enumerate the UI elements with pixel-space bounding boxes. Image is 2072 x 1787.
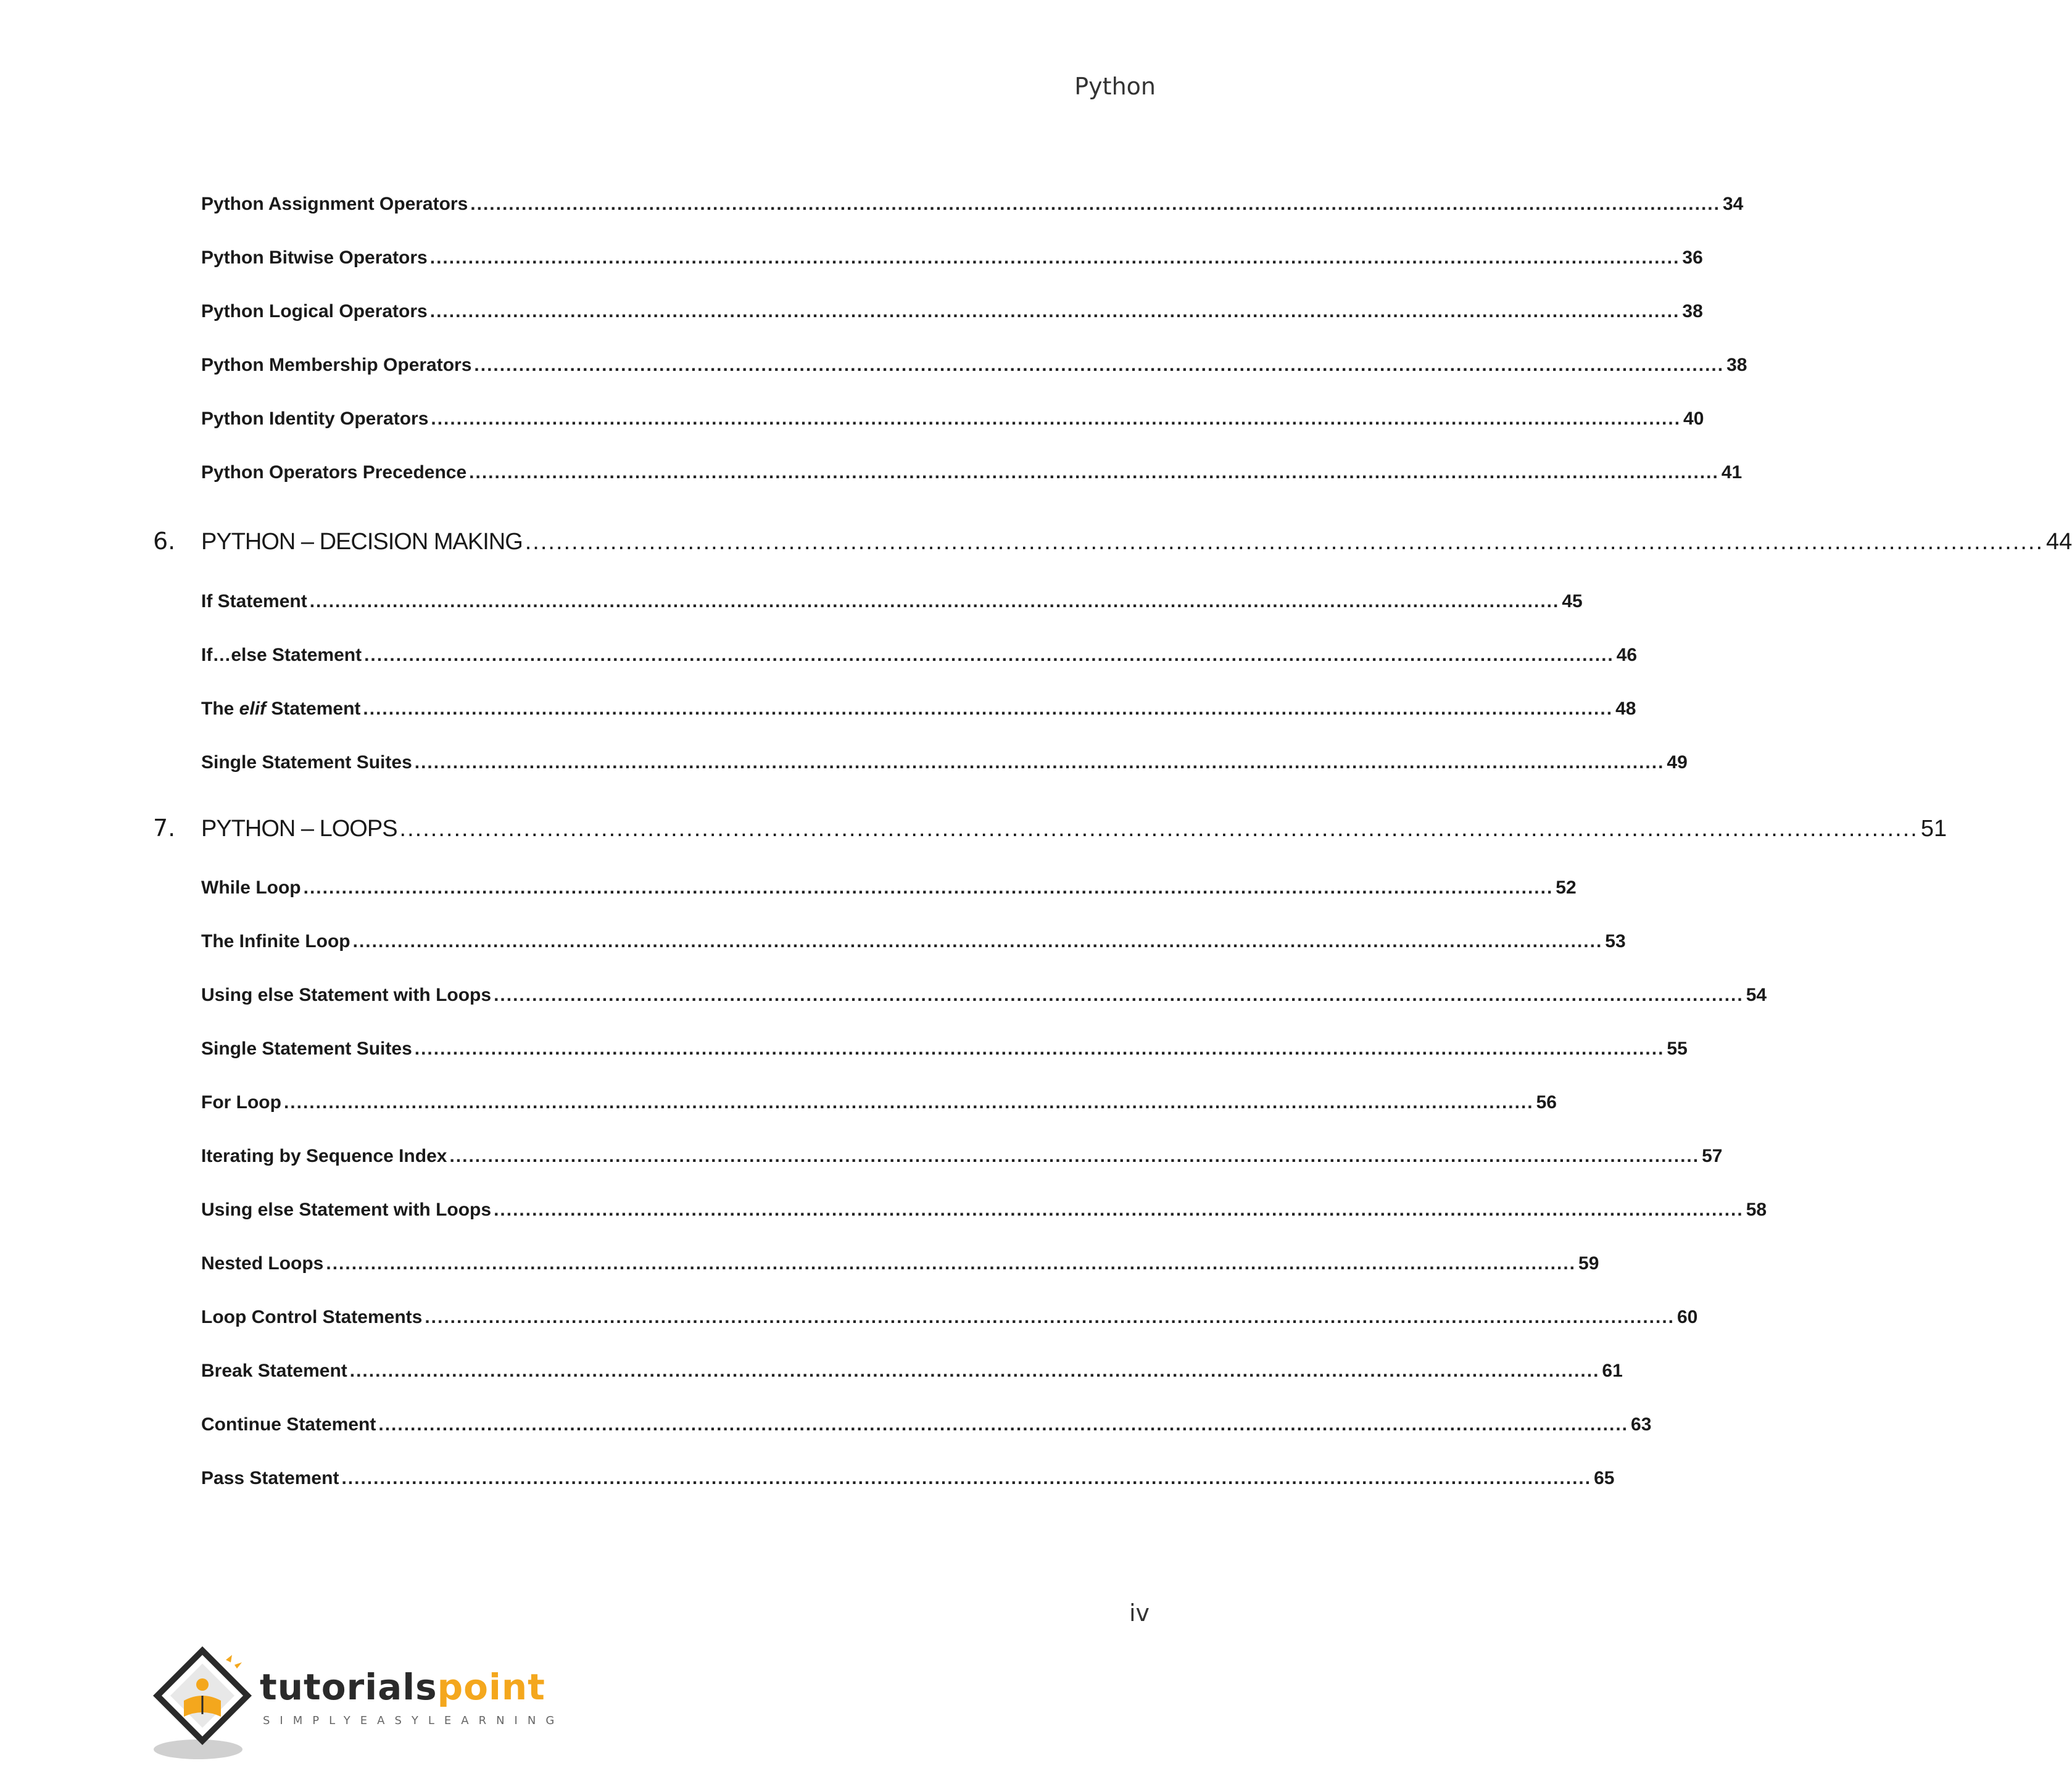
chapter-page: 51 [1920, 816, 1947, 842]
toc-entry[interactable] [201, 462, 1743, 483]
toc-entry-title: Python Identity Operators [201, 408, 429, 429]
toc-entry-page: 38 [1726, 355, 1747, 375]
logo-tagline: SIMPLYEASYLEARNING [263, 1714, 565, 1727]
toc-entry[interactable] [201, 985, 1767, 1006]
tutorialspoint-logo [152, 1641, 565, 1765]
toc-entry[interactable] [201, 1253, 1599, 1274]
toc-entry-page: 54 [1746, 985, 1767, 1005]
logo-wordmark [260, 1666, 545, 1708]
title-part: The [201, 699, 239, 719]
toc-chapter[interactable] [153, 528, 2072, 555]
chapter-page: 44 [2046, 529, 2072, 555]
toc-entry[interactable] [201, 645, 1638, 666]
leader-dots: .................................................................................................................................................................................................... [474, 355, 1725, 375]
leader-dots: .................................................................................................................................................................................................... [470, 194, 1720, 214]
toc-entry[interactable] [201, 247, 1703, 268]
logo-word-point: point [437, 1666, 545, 1708]
toc-entry-title: Using else Statement with Loops [201, 1200, 492, 1220]
toc-entry-page: 60 [1677, 1307, 1698, 1327]
toc-entry[interactable] [201, 591, 1583, 612]
toc-entry[interactable] [201, 355, 1747, 376]
toc-entry-page: 63 [1631, 1414, 1652, 1435]
toc-entry-title: Single Statement Suites [201, 1039, 412, 1059]
toc-entry-title: The Infinite Loop [201, 931, 350, 952]
chapter-title: PYTHON – LOOPS [201, 816, 397, 842]
leader-dots: .................................................................................................................................................................................................... [469, 462, 1719, 483]
toc-entry-page: 65 [1594, 1468, 1615, 1488]
toc-entry[interactable] [201, 1146, 1723, 1167]
leader-dots: .................................................................................................................................................................................................... [283, 1092, 1534, 1113]
toc-chapter[interactable] [153, 815, 1947, 842]
logo-emblem-icon [152, 1641, 263, 1765]
toc-entry-page: 40 [1683, 408, 1704, 429]
toc-entry-page: 58 [1746, 1200, 1767, 1220]
toc-entry[interactable] [201, 1307, 1698, 1328]
leader-dots: .................................................................................................................................................................................................... [352, 931, 1603, 952]
leader-dots: .................................................................................................................................................................................................... [326, 1253, 1577, 1274]
leader-dots: .................................................................................................................................................................................................... [414, 1039, 1665, 1059]
toc-entry-page: 41 [1721, 462, 1743, 483]
toc-entry-title: Nested Loops [201, 1253, 324, 1274]
leader-dots: .................................................................................................................................................................................................... [425, 1307, 1675, 1327]
toc-entry-title: Break Statement [201, 1361, 347, 1381]
leader-dots: .................................................................................................................................................................................................... [494, 985, 1744, 1005]
toc-entry[interactable] [201, 194, 1744, 215]
leader-dots: .................................................................................................................................................................................................... [303, 877, 1554, 898]
toc-entry-title: Pass Statement [201, 1468, 339, 1488]
toc-entry-page: 53 [1605, 931, 1626, 952]
toc-entry-page: 36 [1682, 247, 1703, 268]
title-part: Statement [266, 699, 361, 719]
chapter-title: PYTHON – DECISION MAKING [201, 529, 523, 555]
toc-entry[interactable] [201, 877, 1577, 898]
toc-entry-title: Continue Statement [201, 1414, 376, 1435]
toc-entry-page: 45 [1562, 591, 1583, 612]
leader-dots: .................................................................................................................................................................................................... [399, 816, 1918, 842]
toc-entry-page: 57 [1702, 1146, 1723, 1166]
leader-dots: .................................................................................................................................................................................................... [341, 1468, 1592, 1488]
toc-entry[interactable] [201, 1200, 1767, 1221]
leader-dots: .................................................................................................................................................................................................... [524, 529, 2044, 555]
toc-entry[interactable] [201, 301, 1703, 322]
toc-entry-page: 61 [1602, 1361, 1623, 1381]
leader-dots: .................................................................................................................................................................................................... [429, 247, 1680, 268]
toc-entry[interactable] [201, 699, 1636, 719]
toc-entry-page: 38 [1682, 301, 1703, 321]
toc-entry-page: 34 [1722, 194, 1744, 214]
leader-dots: .................................................................................................................................................................................................... [363, 699, 1614, 719]
toc-entry[interactable] [201, 1092, 1557, 1113]
toc-entry-title: Loop Control Statements [201, 1307, 423, 1327]
leader-dots: .................................................................................................................................................................................................... [378, 1414, 1629, 1435]
toc-entry-page: 49 [1667, 752, 1688, 773]
leader-dots: .................................................................................................................................................................................................... [364, 645, 1614, 665]
toc-entry[interactable] [201, 752, 1688, 773]
toc-entry-title: Python Membership Operators [201, 355, 472, 375]
toc-entry-title: Python Assignment Operators [201, 194, 468, 214]
toc-entry-title: While Loop [201, 877, 301, 898]
leader-dots: .................................................................................................................................................................................................... [494, 1200, 1744, 1220]
toc-entry-page: 55 [1667, 1039, 1688, 1059]
toc-entry-title: Python Operators Precedence [201, 462, 467, 483]
toc-entry-title: Using else Statement with Loops [201, 985, 492, 1005]
toc-entry-title: Single Statement Suites [201, 752, 412, 773]
toc-entry-title: Python Bitwise Operators [201, 247, 428, 268]
leader-dots: .................................................................................................................................................................................................... [414, 752, 1665, 773]
title-emphasis: elif [239, 699, 267, 719]
toc-entry-title: Iterating by Sequence Index [201, 1146, 447, 1166]
toc-entry-title: If Statement [201, 591, 307, 612]
toc-entry[interactable] [201, 931, 1626, 952]
leader-dots: .................................................................................................................................................................................................... [309, 591, 1560, 612]
toc-entry-page: 52 [1556, 877, 1577, 898]
leader-dots: .................................................................................................................................................................................................... [349, 1361, 1600, 1381]
toc-entry-page: 59 [1578, 1253, 1599, 1274]
toc-entry-page: 56 [1536, 1092, 1557, 1113]
toc-entry-title: Python Logical Operators [201, 301, 428, 321]
leader-dots: .................................................................................................................................................................................................... [431, 408, 1681, 429]
toc-entry-page: 48 [1615, 699, 1636, 719]
toc-entry-title: For Loop [201, 1092, 281, 1113]
chapter-number: 6. [153, 528, 176, 555]
toc-entry[interactable] [201, 1468, 1615, 1489]
toc-entry-page: 46 [1616, 645, 1638, 665]
toc-entry[interactable] [201, 1039, 1688, 1059]
running-header: Python [1074, 73, 1156, 100]
toc-entry[interactable] [201, 408, 1704, 429]
chapter-number: 7. [153, 815, 176, 842]
toc-entry[interactable] [201, 1361, 1623, 1382]
toc-entry[interactable] [201, 1414, 1652, 1435]
leader-dots: .................................................................................................................................................................................................... [429, 301, 1680, 321]
leader-dots: .................................................................................................................................................................................................... [449, 1146, 1700, 1166]
toc-entry-title [201, 699, 360, 719]
page-number: iv [1129, 1599, 1150, 1627]
toc-entry-title: If…else Statement [201, 645, 362, 665]
logo-word-tutorials: tutorials [260, 1666, 437, 1708]
